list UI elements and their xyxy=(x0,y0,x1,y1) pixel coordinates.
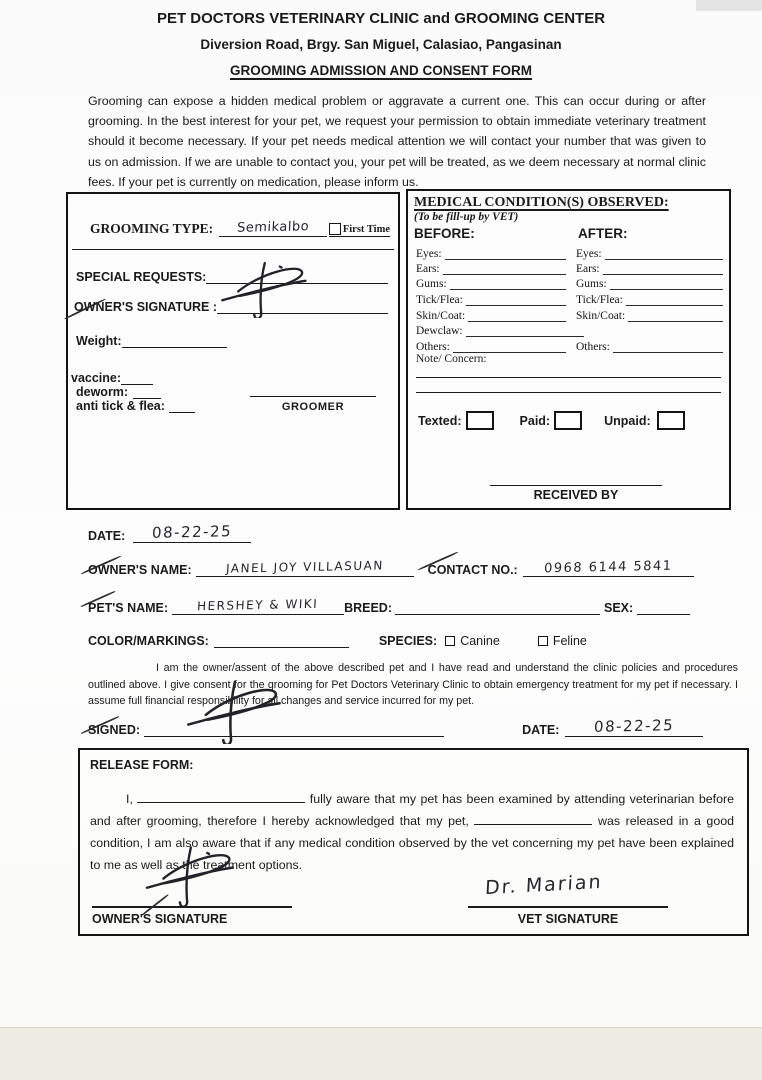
breed-label: BREED: xyxy=(344,601,392,615)
groomer-signature-line xyxy=(250,396,376,397)
release-text-mid: fully aware that my pet has been examined by attending veterinarian before and after grooming, therefore I hereby acknowledged that my pet, xyxy=(90,792,734,829)
before-others-blank xyxy=(453,340,566,353)
grooming-box xyxy=(66,192,400,510)
color-markings-label: COLOR/MARKINGS: xyxy=(88,634,209,648)
texted-label: Texted: xyxy=(418,413,462,428)
before-ears-label: Ears: xyxy=(416,263,440,275)
first-time-checkbox-icon xyxy=(329,223,341,235)
after-others-blank xyxy=(613,340,723,353)
first-time-option xyxy=(329,223,390,237)
release-text-pre: I, xyxy=(126,792,133,806)
form-title: GROOMING ADMISSION AND CONSENT FORM xyxy=(230,63,532,78)
before-dewclaw-label: Dewclaw: xyxy=(416,325,463,337)
scan-bottom-band xyxy=(0,1027,762,1080)
before-others-label: Others: xyxy=(416,341,450,353)
grooming-type-handwritten-value: Semikalbo xyxy=(236,219,310,236)
consent-paragraph: I am the owner/assent of the above described pet and I have read and understand the clinic policies and procedures outlined above. I give consent for the grooming for Pet Doctors Veterinary Clinic to obtain emergency treatment for my pet if necessary. I assume full financial responsibility for all changes and service incurred for my pet. xyxy=(88,662,738,708)
date-label: DATE: xyxy=(88,529,126,543)
date-row xyxy=(88,524,251,543)
after-tickflea-blank xyxy=(626,293,723,306)
texted-checkbox-icon xyxy=(466,411,494,430)
signed-signature-handwriting xyxy=(168,676,298,744)
medical-subtitle: (To be fill-up by VET) xyxy=(414,211,519,223)
before-eyes-blank xyxy=(445,247,566,260)
owner-contact-row xyxy=(88,558,694,577)
medical-row-ears xyxy=(416,260,723,275)
species-feline-label: Feline xyxy=(552,634,587,648)
vet-signature-handwriting: Dr. Marian xyxy=(484,870,604,900)
anti-tick-flea-blank xyxy=(169,399,195,413)
after-gums-blank xyxy=(610,277,723,290)
release-form-title: RELEASE FORM: xyxy=(90,758,194,772)
weight-blank xyxy=(122,334,227,348)
signed-date-handwritten-value: 08-22-25 xyxy=(593,716,675,736)
divider-line xyxy=(72,249,394,250)
before-eyes-label: Eyes: xyxy=(416,248,442,260)
medical-row-gums xyxy=(416,275,723,290)
release-pet-name-blank xyxy=(474,811,592,825)
sex-blank xyxy=(637,601,690,615)
date-handwritten-value: 08-22-25 xyxy=(151,522,233,542)
color-markings-blank xyxy=(214,634,349,648)
before-tickflea-blank xyxy=(466,293,566,306)
vaccine-blank xyxy=(121,371,153,385)
contact-no-handwritten-value: 0968 6144 5841 xyxy=(543,558,673,577)
medical-row-tickflea xyxy=(416,291,723,306)
sex-label: SEX: xyxy=(603,601,634,615)
deworm-label: deworm: xyxy=(76,385,129,399)
owner-signature-label: OWNER'S SIGNATURE : xyxy=(74,300,218,314)
intro-paragraph: Grooming can expose a hidden medical problem or aggravate a current one. This can occur during or after grooming. In the best interest for your pet, we request your permission to obtain immediate veterinary treatment should it become necessary. If your pet needs medical attention we will contact your number that was given to us on admission. If we are unable to contact you, your pet will be treated, as we deem necessary at normal clinic fees. If your pet is currently on medication, please inform us. xyxy=(88,94,706,189)
note-blank-line xyxy=(416,377,721,378)
feline-checkbox-icon xyxy=(538,636,548,646)
release-owner-signature-handwriting xyxy=(130,842,248,906)
medical-row-others xyxy=(416,338,723,353)
contact-no-label: CONTACT NO.: xyxy=(427,563,518,577)
before-gums-blank xyxy=(450,277,566,290)
after-label: AFTER: xyxy=(578,226,628,241)
medical-box xyxy=(406,189,731,510)
after-ears-label: Ears: xyxy=(576,263,600,275)
after-skincoat-label: Skin/Coat: xyxy=(576,310,626,322)
anti-tick-flea-label: anti tick & flea: xyxy=(76,399,165,413)
paid-checkbox-icon xyxy=(554,411,582,430)
release-owner-name-blank xyxy=(137,789,305,803)
release-form-box xyxy=(78,748,749,936)
pet-breed-sex-row xyxy=(88,596,690,615)
after-gums-label: Gums: xyxy=(576,278,607,290)
before-tickflea-label: Tick/Flea: xyxy=(416,294,463,306)
pet-name-label: PET'S NAME: xyxy=(88,601,169,615)
before-ears-blank xyxy=(443,262,566,275)
grooming-type-label: GROOMING TYPE: xyxy=(90,221,214,236)
deworm-blank xyxy=(133,385,161,399)
species-canine-label: Canine xyxy=(460,634,500,648)
owner-name-label: OWNER'S NAME: xyxy=(88,563,192,577)
medical-row-dewclaw xyxy=(416,322,723,337)
special-requests-label: SPECIAL REQUESTS: xyxy=(76,270,207,284)
release-vet-signature-label: VET SIGNATURE xyxy=(517,912,619,926)
vaccine-label: vaccine: xyxy=(71,371,122,385)
after-others-label: Others: xyxy=(576,341,610,353)
medical-row-eyes xyxy=(416,245,723,260)
canine-checkbox-icon xyxy=(445,636,455,646)
note-blank-line xyxy=(416,392,721,393)
owner-signature-handwriting xyxy=(208,256,318,318)
release-owner-signature-label: OWNER'S SIGNATURE xyxy=(92,912,228,926)
medical-row-skincoat xyxy=(416,307,723,322)
before-dewclaw-blank xyxy=(466,324,584,337)
before-label: BEFORE: xyxy=(414,226,475,241)
after-skincoat-blank xyxy=(628,309,723,322)
species-label: SPECIES: xyxy=(378,634,438,648)
note-concern-label: Note/ Concern: xyxy=(416,353,487,365)
pet-name-handwritten-value: HERSHEY & WIKI xyxy=(197,596,320,614)
release-vet-signature-line xyxy=(468,906,668,908)
color-species-row xyxy=(88,634,587,648)
owner-name-handwritten-value: JANEL JOY VILLASUAN xyxy=(225,558,384,576)
payment-status-row xyxy=(418,411,685,430)
unpaid-checkbox-icon xyxy=(657,411,685,430)
received-by-label: RECEIVED BY xyxy=(533,488,619,502)
medical-title: MEDICAL CONDITION(S) OBSERVED: xyxy=(414,195,669,210)
signed-label: SIGNED: xyxy=(88,723,141,737)
clinic-address: Diversion Road, Brgy. San Miguel, Calasiao, Pangasinan xyxy=(200,37,562,52)
breed-blank xyxy=(395,601,600,615)
first-time-label: First Time xyxy=(342,223,390,235)
after-ears-blank xyxy=(603,262,723,275)
after-eyes-label: Eyes: xyxy=(576,248,602,260)
unpaid-label: Unpaid: xyxy=(604,413,651,428)
before-skincoat-label: Skin/Coat: xyxy=(416,310,466,322)
before-gums-label: Gums: xyxy=(416,278,447,290)
after-tickflea-label: Tick/Flea: xyxy=(576,294,623,306)
release-text-end: was released in a good condition, I am also aware that if any medical condition observed by the vet concerning my pet have been explained to me as well as the treatment options. xyxy=(90,814,734,873)
signed-date-label: DATE: xyxy=(522,723,560,737)
paid-label: Paid: xyxy=(519,413,551,428)
before-skincoat-blank xyxy=(468,309,566,322)
release-owner-signature-line xyxy=(92,906,292,908)
groomer-label: GROOMER xyxy=(281,401,345,413)
after-eyes-blank xyxy=(605,247,723,260)
weight-label: Weight: xyxy=(76,334,122,348)
clinic-name: PET DOCTORS VETERINARY CLINIC and GROOMING CENTER xyxy=(156,10,606,27)
received-by-line xyxy=(490,485,662,486)
